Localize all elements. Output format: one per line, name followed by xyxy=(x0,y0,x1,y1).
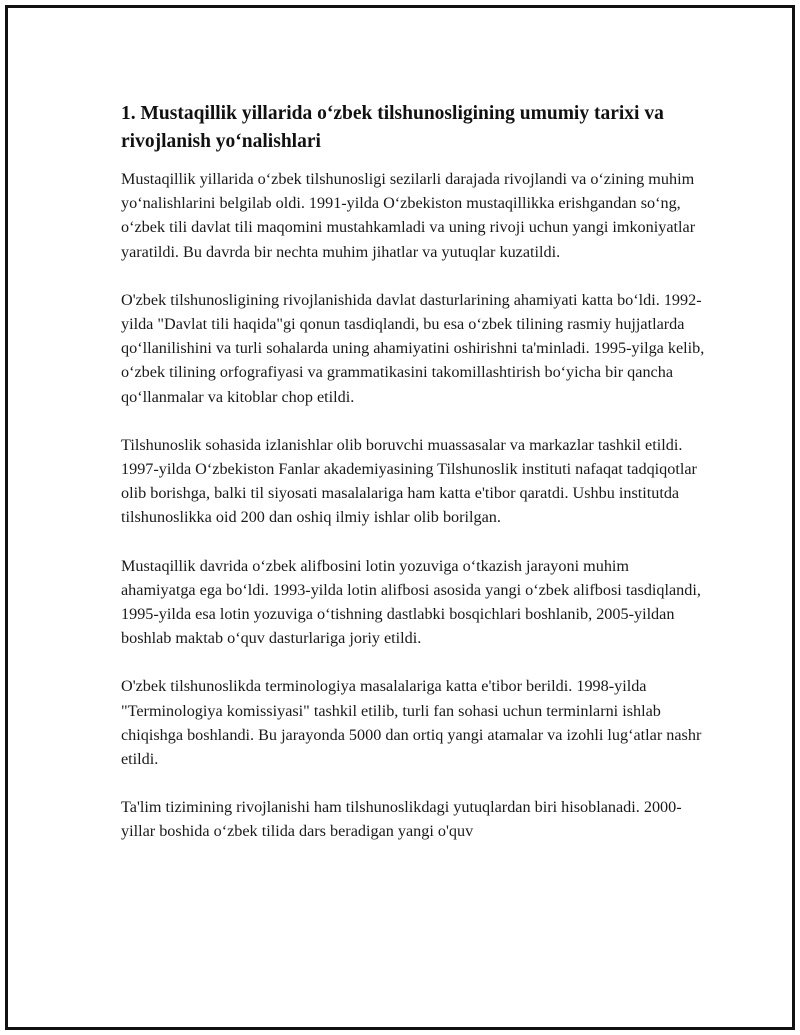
paragraph-2: O'zbek tilshunosligining rivojlanishida davlat dasturlarining ahamiyati katta bo‘ldi. 1992-yilda "Davlat tili haqida"gi qonun tasdiqlandi, bu esa o‘zbek tilining rasmiy hujjatlarda qo‘llanilishini va turli sohalarda uning ahamiyatini oshirishni ta'minladi. 1995-yilga kelib, o‘zbek tilining orfografiyasi va grammatikasini takomillashtirish bo‘yicha bir qancha qo‘llanmalar va kitoblar chop etildi. xyxy=(121,290,705,406)
paragraph-1: Mustaqillik yillarida o‘zbek tilshunosligi sezilarli darajada rivojlandi va o‘zining muhim yo‘nalishlarini belgilab oldi. 1991-yilda O‘zbekiston mustaqillikka erishgandan so‘ng, o‘zbek tili davlat tili maqomini mustahkamladi va uning rivoji uchun yangi imkoniyatlar yaratildi. Bu davrda bir nechta muhim jihatlar va yutuqlar kuzatildi. xyxy=(121,170,696,261)
paragraph-3: Tilshunoslik sohasida izlanishlar olib boruvchi muassasalar va markazlar tashkil etildi. 1997-yilda O‘zbekiston Fanlar akademiyasining Tilshunoslik instituti nafaqat tadqiqotlar olib borishga, balki til siyosati masalalariga ham katta e'tibor qaratdi. Ushbu institutda tilshunoslikka oid 200 dan oshiq ilmiy ishlar olib borilgan. xyxy=(121,435,697,527)
paragraph-5: O'zbek tilshunoslikda terminologiya masalalariga katta e'tibor berildi. 1998-yilda "Terminologiya komissiyasi" tashkil etilib, turli fan sohasi uchun terminlarni ishlab chiqishga boshlandi. Bu jarayonda 5000 dan ortiq yangi atamalar va izohli lug‘atlar nashr etildi. xyxy=(121,677,702,769)
page-frame xyxy=(5,5,795,1030)
document-body xyxy=(121,100,706,868)
section-heading: 1. Mustaqillik yillarida o‘zbek tilshunosligining umumiy tarixi va rivojlanish yo‘nalishlari xyxy=(121,103,664,152)
paragraph-6: Ta'lim tizimining rivojlanishi ham tilshunoslikdagi yutuqlardan biri hisoblanadi. 2000-yillar boshida o‘zbek tilida dars beradigan yangi o'quv xyxy=(121,798,682,841)
paragraph-4: Mustaqillik davrida o‘zbek alifbosini lotin yozuviga o‘tkazish jarayoni muhim ahamiyatga ega bo‘ldi. 1993-yilda lotin alifbosi asosida yangi o‘zbek alifbosi tasdiqlandi, 1995-yilda esa lotin yozuviga o‘tishning dastlabki bosqichlari boshlanib, 2005-yildan boshlab maktab o‘quv dasturlariga joriy etildi. xyxy=(121,556,701,648)
